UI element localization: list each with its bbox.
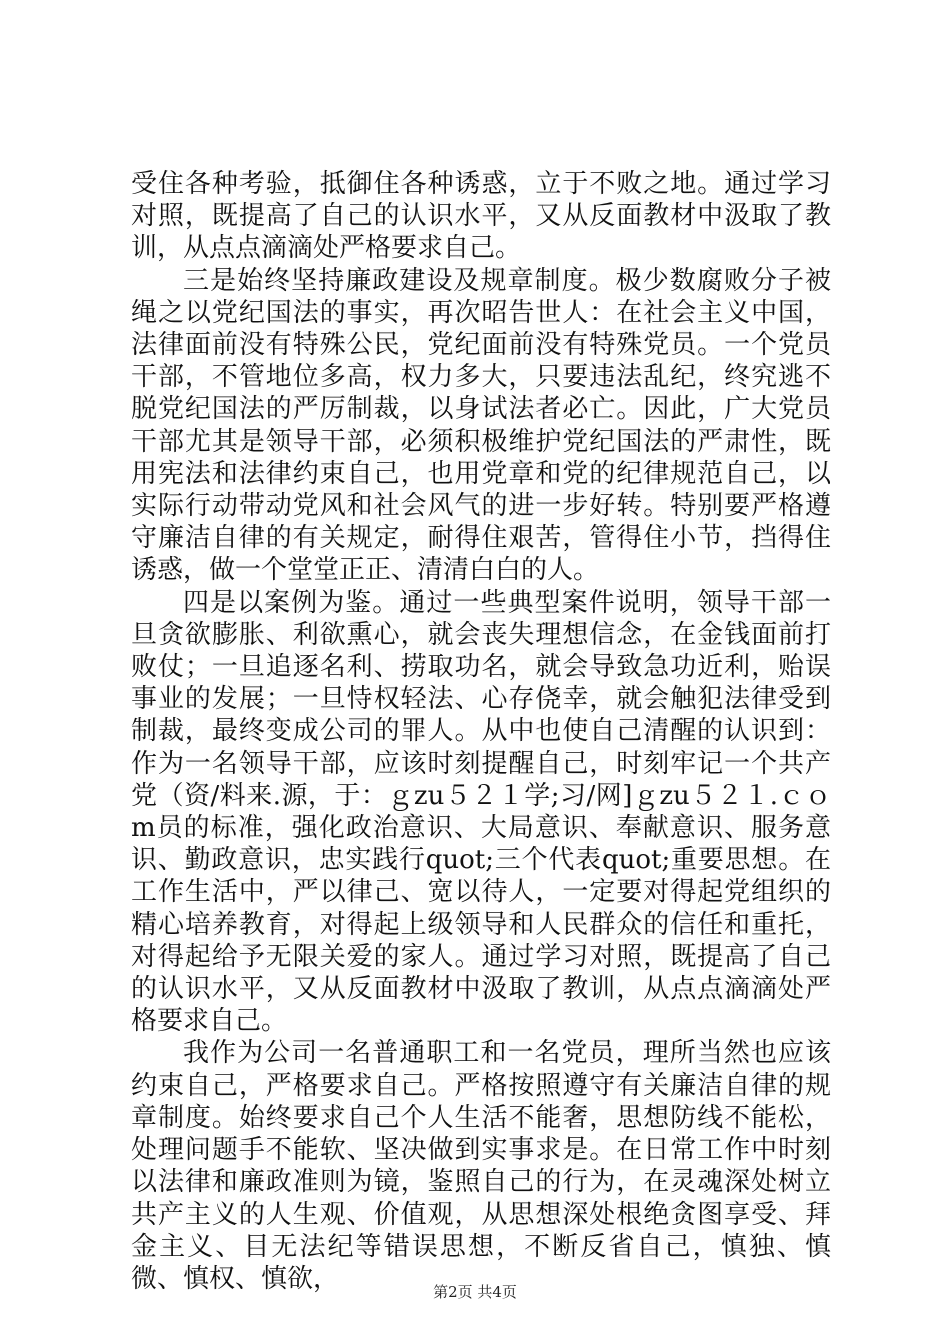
document-body [131, 168, 831, 1295]
page-number-label: 第2页 共4页 [433, 1283, 517, 1301]
paragraph-continuation: 受住各种考验，抵御住各种诱惑，立于不败之地。通过学习对照，既提高了自己的认识水平，又从反面教材中汲取了教训，从点点滴滴处严格要求自己。 [131, 169, 831, 264]
page-footer [0, 1281, 950, 1302]
paragraph-integrity-rules: 三是始终坚持廉政建设及规章制度。极少数腐败分子被绳之以党纪国法的事实，再次昭告世人：在社会主义中国，法律面前没有特殊公民，党纪面前没有特殊党员。一个党员干部，不管地位多高，权力多大，只要违法乱纪，终究逃不脱党纪国法的严厉制裁，以身试法者必亡。因此，广大党员干部尤其是领导干部，必须积极维护党纪国法的严肃性，既用宪法和法律约束自己，也用党章和党的纪律规范自己，以实际行动带动党风和社会风气的进一步好转。特别要严格遵守廉洁自律的有关规定，耐得住艰苦，管得住小节，挡得住诱惑，做一个堂堂正正、清清白白的人。 [131, 265, 831, 586]
paragraph-case-lessons: 四是以案例为鉴。通过一些典型案件说明，领导干部一旦贪欲膨胀、利欲熏心，就会丧失理想信念，在金钱面前打败仗；一旦追逐名利、捞取功名，就会导致急功近利，贻误事业的发展；一旦恃权轻法、心存侥幸，就会触犯法律受到制裁，最终变成公司的罪人。从中也使自己清醒的认识到：作为一名领导干部，应该时刻提醒自己，时刻牢记一个共产党（资/料来.源，于：ｇzu５２１学;习/网]ｇzu５２１.ｃｏm员的标准，强化政治意识、大局意识、奉献意识、服务意识、勤政意识，忠实践行quot;三个代表quot;重要思想。在工作生活中，严以律己、宽以待人，一定要对得起党组织的精心培养教育，对得起上级领导和人民群众的信任和重托，对得起给予无限关爱的家人。通过学习对照，既提高了自己的认识水平，又从反面教材中汲取了教训，从点点滴滴处严格要求自己。 [131, 587, 831, 1037]
paragraph-self-discipline: 我作为公司一名普通职工和一名党员，理所当然也应该约束自己，严格要求自己。严格按照遵守有关廉洁自律的规章制度。始终要求自己个人生活不能奢，思想防线不能松，处理问题手不能软、坚决做到实事求是。在日常工作中时刻以法律和廉政准则为镜，鉴照自己的行为，在灵魂深处树立共产主义的人生观、价值观，从思想深处根绝贪图享受、拜金主义、目无法纪等错误思想，不断反省自己，慎独、慎微、慎权、慎欲， [131, 1038, 831, 1294]
